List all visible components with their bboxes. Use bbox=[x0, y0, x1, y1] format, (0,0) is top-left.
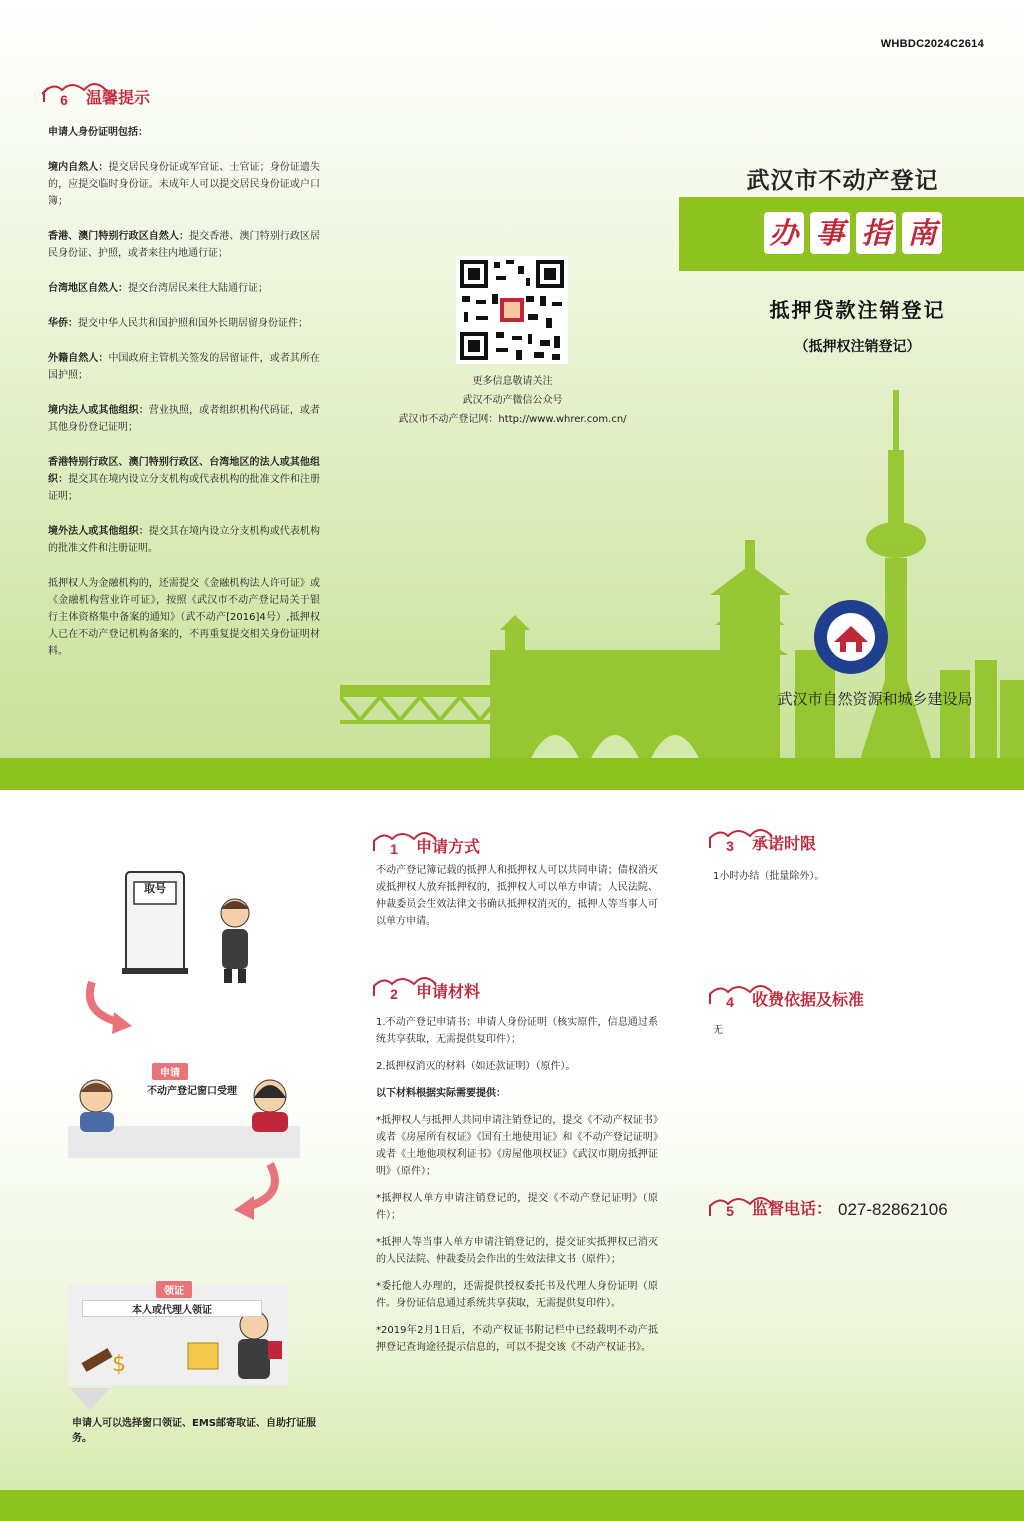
guide-char: 事 bbox=[810, 212, 850, 254]
tips-title: 温馨提示 bbox=[86, 88, 151, 107]
materials-extra-item: *抵押权人单方申请注销登记的，提交《不动产登记证明》（原件）； bbox=[376, 1193, 658, 1221]
apply-text-block bbox=[376, 862, 658, 940]
tips-header bbox=[40, 76, 150, 110]
fees-text: 无 bbox=[713, 1025, 723, 1036]
materials-item: 1.不动产登记申请书；申请人身份证明（核实原件，信息通过系统共享获取，无需提供复印件）； bbox=[376, 1017, 658, 1045]
timelimit-number: 3 bbox=[726, 838, 734, 854]
tips-item: 抵押权人为金融机构的，还需提交《金融机构法人许可证》或《金融机构营业许可证》，按照《武汉市不动产登记局关于银行主体资格集中备案的通知》（武不动产[2016]4号）,抵押权人已在不动产登记机构备案的，不再重复提交相关身份证明材料。 bbox=[48, 578, 320, 657]
hotline-number: 5 bbox=[726, 1203, 734, 1219]
real-estate-seal-logo bbox=[812, 598, 890, 676]
fees-title: 收费依据及标准 bbox=[752, 990, 865, 1009]
guide-char: 南 bbox=[902, 212, 942, 254]
cover-title: 武汉市不动产登记 bbox=[746, 168, 939, 194]
timelimit-text: 1小时办结（批量除外）。 bbox=[713, 871, 825, 882]
step-apply-text: 不动产登记窗口受理 bbox=[147, 1086, 237, 1097]
materials-list bbox=[376, 1014, 658, 1366]
materials-header bbox=[370, 970, 480, 1004]
qr-caption-line: 更多信息敬请关注 bbox=[472, 376, 553, 387]
top-green-band bbox=[0, 758, 1024, 790]
tips-item: 境内自然人：提交居民身份证或军官证、士官证；身份证遗失的，应提交临时身份证。未成年人可以提交居民身份证或户口簿； bbox=[48, 162, 321, 207]
qr-caption-line: 武汉不动产微信公众号 bbox=[462, 395, 563, 406]
apply-number: 1 bbox=[390, 841, 398, 857]
svg-text:$: $ bbox=[112, 1352, 126, 1377]
tips-item: 台湾地区自然人：提交台湾居民来往大陆通行证； bbox=[48, 283, 268, 294]
timelimit-header bbox=[706, 822, 816, 856]
cover-subtitle: 抵押贷款注销登记 bbox=[769, 298, 946, 322]
service-counter-illustration bbox=[68, 1070, 300, 1160]
timelimit-title: 承诺时限 bbox=[752, 834, 817, 853]
step-pickup-tag: 领证 bbox=[156, 1281, 192, 1298]
guide-char: 指 bbox=[856, 212, 896, 254]
tips-item: 华侨：提交中华人民共和国护照和国外长期居留身份证件； bbox=[48, 318, 308, 329]
apply-title: 申请方式 bbox=[416, 837, 481, 856]
flow-arrow-icon bbox=[230, 1160, 290, 1226]
materials-extra-heading: 以下材料根据实际需要提供： bbox=[376, 1088, 506, 1099]
hotline-label: 监督电话： bbox=[752, 1199, 833, 1218]
materials-extra-item: *抵押人等当事人单方申请注销登记的，提交证实抵押权已消灭的人民法院、仲裁委员会作出的生效法律文书（原件）； bbox=[376, 1237, 658, 1265]
guide-title bbox=[764, 212, 942, 254]
materials-item: 2.抵押权消灭的材料（如还款证明）（原件）。 bbox=[376, 1061, 576, 1072]
document-code: WHBDC2024C2614 bbox=[880, 38, 984, 50]
guide-char: 办 bbox=[764, 212, 804, 254]
tips-item: 香港特别行政区、澳门特别行政区、台湾地区的法人或其他组织：提交其在境内设立分支机构或代表机构的批准文件和注册证明； bbox=[48, 457, 321, 502]
step-pickup-text: 本人或代理人领证 bbox=[82, 1300, 262, 1317]
pickup-options-note: 申请人可以选择窗口领证、EMS邮寄取证、自助打证服务。 bbox=[72, 1418, 316, 1444]
organization-name: 武汉市自然资源和城乡建设局 bbox=[777, 690, 973, 708]
step-apply-tag: 申请 bbox=[152, 1063, 188, 1080]
apply-text: 不动产登记簿记载的抵押人和抵押权人可以共同申请；债权消灭或抵押权人放弃抵押权的，抵押权人可以单方申请；人民法院、仲裁委员会生效法律文书确认抵押权消灭的，抵押人等当事人可以单方申请。 bbox=[376, 865, 658, 927]
qr-caption bbox=[370, 372, 655, 429]
hotline bbox=[706, 1196, 948, 1221]
cover-subtitle-2: （抵押权注销登记） bbox=[794, 339, 921, 355]
flow-arrow-icon bbox=[78, 978, 138, 1038]
apply-header bbox=[370, 825, 480, 859]
kiosk-label: 取号 bbox=[144, 882, 166, 895]
tips-list bbox=[48, 124, 320, 678]
qr-code-icon bbox=[456, 256, 568, 364]
materials-extra-item: *抵押权人与抵押人共同申请注销登记的，提交《不动产权证书》或者《房屋所有权证》《国有土地使用证》和《不动产登记证明》或者《土地他项权利证书》《房屋他项权证》《武汉市期房抵押证明》（原件）； bbox=[376, 1115, 658, 1177]
materials-extra-item: *委托他人办理的，还需提供授权委托书及代理人身份证明（原件。身份证信息通过系统共享获取，无需提供复印件）。 bbox=[376, 1281, 658, 1309]
person-icon bbox=[210, 895, 260, 985]
website-link[interactable]: 武汉市不动产登记网：http://www.whrer.com.cn/ bbox=[398, 414, 627, 425]
bottom-green-band bbox=[0, 1490, 1024, 1521]
materials-title: 申请材料 bbox=[416, 982, 481, 1001]
materials-number: 2 bbox=[390, 986, 398, 1002]
materials-extra-item: *2019年2月1日后，不动产权证书附记栏中已经载明不动产抵押登记查询途径提示信息的，可以不提交该《不动产权证书》。 bbox=[376, 1325, 658, 1353]
tips-item: 境内法人或其他组织：营业执照，或者组织机构代码证，或者其他身份登记证明； bbox=[48, 405, 321, 433]
qr-code[interactable] bbox=[456, 256, 568, 364]
fees-header bbox=[706, 978, 864, 1012]
hotline-phone[interactable]: 027-82862106 bbox=[838, 1200, 948, 1219]
fees-number: 4 bbox=[726, 994, 734, 1010]
down-arrow-icon bbox=[70, 1388, 110, 1412]
tips-item: 境外法人或其他组织：提交其在境内设立分支机构或代表机构的批准文件和注册证明。 bbox=[48, 526, 321, 554]
tips-item: 香港、澳门特别行政区自然人：提交香港、澳门特别行政区居民身份证、护照，或者来往内地通行证； bbox=[48, 231, 321, 259]
tips-number: 6 bbox=[60, 92, 68, 108]
tips-intro: 申请人身份证明包括： bbox=[48, 127, 148, 138]
tips-item: 外籍自然人：中国政府主管机关签发的居留证件，或者其所在国护照； bbox=[48, 353, 321, 381]
process-flow-illustration bbox=[60, 860, 310, 1460]
